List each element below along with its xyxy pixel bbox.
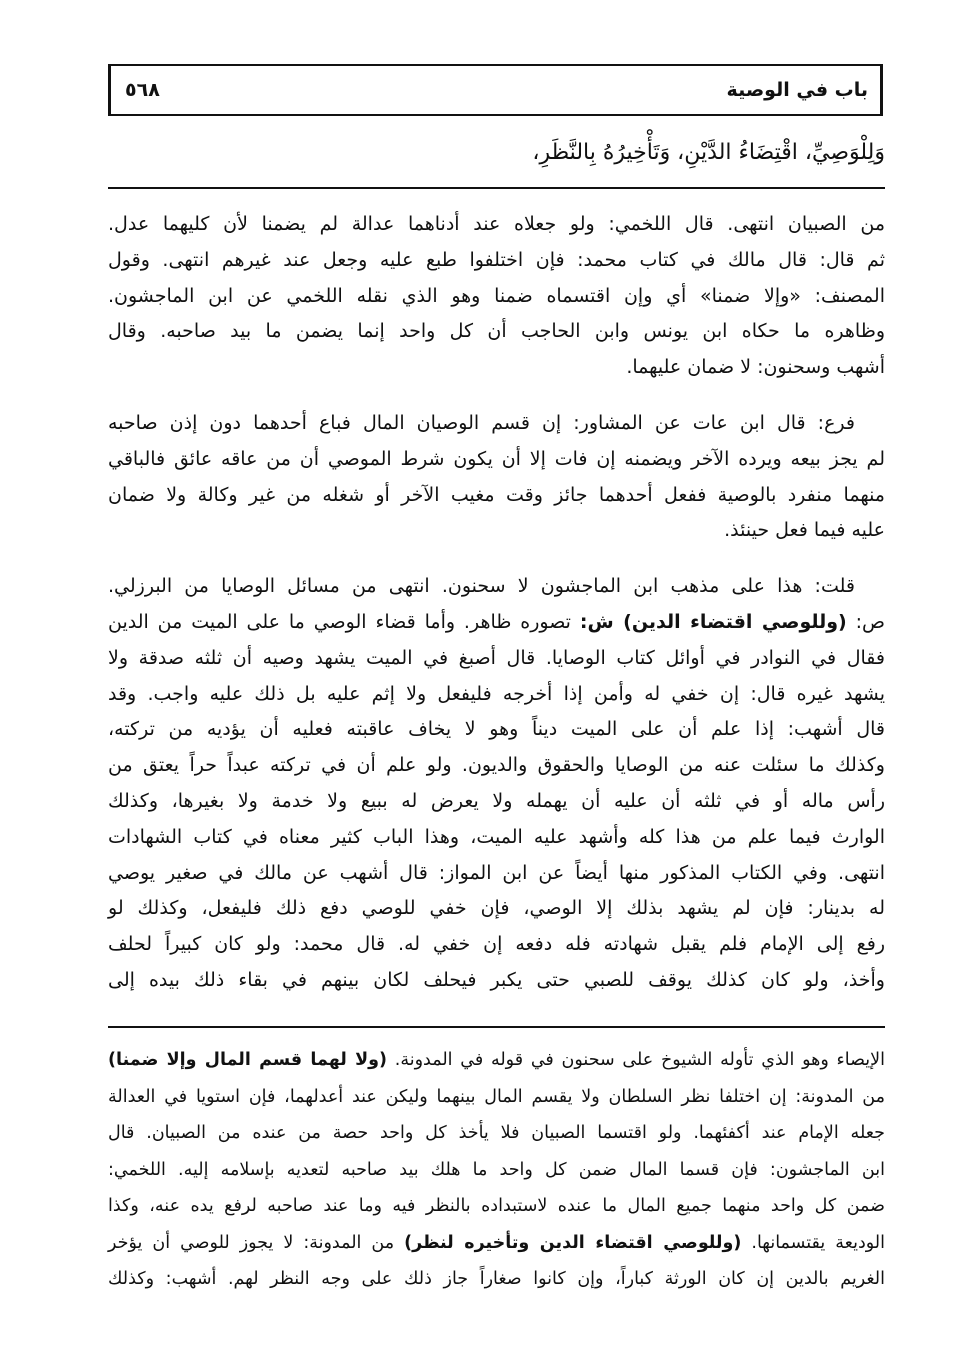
text-line <box>108 442 885 478</box>
paragraph <box>108 569 885 999</box>
text-segment: فقال في النوادر في أوائل كتاب الوصايا. قال أصبغ في الميت يشهد وصيه أن ثلثه صدقة ولا <box>108 646 885 669</box>
text-line <box>108 605 885 641</box>
text-segment: ثم قال: قال مالك في كتاب محمد: فإن اختلفوا طبع عليه وجعل عند غيرهم انتهى. وقول <box>108 248 885 271</box>
commentary-lower <box>108 1042 885 1298</box>
text-line <box>108 406 885 442</box>
text-segment: قال أشهب: إذا علم أن على الميت ديناً وهو لا يخاف عاقبته فعليه أن يؤديه من تركته، <box>108 718 885 741</box>
text-segment: من المدونة: إن اختلفا نظر السلطان ولا يقسم المال بينهما وليكن عند أعدلهما، فإن استويا في العدالة <box>108 1086 885 1107</box>
text-segment: انتهى. وفي الكتاب المذكور منها أيضاً عن ابن المواز: قال أشهب عن مالك في صغير يوصي <box>108 861 885 884</box>
text-line <box>108 1115 885 1152</box>
bold-quote: (وللوصي اقتضاء الدين) ش: <box>579 610 847 633</box>
text-line <box>108 1152 885 1189</box>
text-line <box>108 748 885 784</box>
text-line <box>108 207 885 243</box>
text-line <box>108 1188 885 1225</box>
text-segment: منهما منفرد بالوصية ففعل أحدهما جائز وقت مغيب الآخر أو شغله من غير وكالة ولا ضمان <box>108 483 885 506</box>
text-segment: من المدونة: لا يجوز للوصي أن يؤخر <box>108 1232 405 1253</box>
text-line <box>108 243 885 279</box>
text-segment: المصنف: «وإلا ضمنا» أي وإن اقتسماه ضمنا وهو الذي نقله اللخمي عن ابن الماجشون. <box>108 284 885 307</box>
text-line <box>108 279 885 315</box>
matn-text: وَلِلْوَصِيِّ، اقْتِضَاءُ الدَّيْنِ، وَتَأْخِيرُهُ بِالنَّظَرِ، <box>532 140 885 165</box>
text-line <box>108 963 885 999</box>
text-segment: رأس ماله أو في ثلثه أن عليه أن يهمله ولا يعرض له ببيع ولا خدمة ولا بغيرها، وكذلك <box>108 789 885 812</box>
text-line <box>108 677 885 713</box>
text-line <box>108 569 885 605</box>
text-segment: عليه فيما فعل حينئذ. <box>724 519 885 542</box>
divider-lower <box>108 1026 885 1028</box>
divider-top <box>108 187 885 189</box>
text-segment: ص: <box>846 610 886 633</box>
text-line <box>108 641 885 677</box>
text-line <box>108 513 885 549</box>
text-line <box>108 314 885 350</box>
text-segment: وظاهره ما حكاه ابن يونس وابن الحاجب أن كل واحد إنما يضمن ما بيد صاحبه. وقال <box>108 320 885 343</box>
paragraph <box>108 406 885 549</box>
text-line <box>108 820 885 856</box>
text-segment: تصوره ظاهر. وأما قضاء الوصي ما على الميت من الدين <box>108 610 580 633</box>
text-line <box>108 350 885 386</box>
text-segment: يشهد غيره قال: إن خفي له وأمن إذا أخرجه فليفعل ولا إثم عليه بل ذلك عليه واجب. وقد <box>108 682 885 705</box>
text-line <box>108 891 885 927</box>
text-segment: وأخذ، ولو كان كذلك يوقف للصبي حتى يكبر فيحلف لكان بينهم في بقاء ذلك بيده إلى <box>108 968 885 991</box>
text-line <box>108 1225 885 1262</box>
text-segment: الغريم بالدين إن كان الورثة كباراً، وإن كانوا صغاراً جاز ذلك على وجه النظر لهم. أشهب: وكذلك <box>108 1269 885 1289</box>
text-segment: وكذلك ما سئلت عنه من الوصايا والحقوق والديون. ولو علم أن في تركته عبداً حراً يعتق من <box>108 754 885 777</box>
page-number: ٥٦٨ <box>125 79 160 101</box>
text-line <box>108 1042 885 1079</box>
text-line <box>108 1261 885 1298</box>
text-line <box>108 856 885 892</box>
text-segment: ابن الماجشون: فإن قسما المال ضمن كل واحد ما هلك بيد صاحبه لتعديه بإسلامه إليه. اللخمي: <box>108 1159 885 1180</box>
text-segment: جعله الإمام عند أكفئهما. ولو اقتسما الصبيان فلا يأخذ كل واحد حصة من عنده من الصبيان. قال <box>108 1123 885 1143</box>
text-line <box>108 927 885 963</box>
bold-quote: (ولا لهما قسم المال وإلا ضمنا) <box>108 1050 388 1070</box>
paragraph <box>108 207 885 386</box>
bold-quote: (وللوصي اقتضاء الدين وتأخيره لنظر) <box>404 1232 742 1253</box>
commentary-main <box>108 207 885 1019</box>
text-line <box>108 478 885 514</box>
text-segment: ضمن كل واحد منهما جميع المال ما عنده لاستبداده بالنظر فيه وما عند صاحبه لرفع يده عنه، وكذا <box>108 1196 885 1216</box>
text-segment: لم يجز بيعه ويرده الآخر ويضمنه إن فات إلا أن يكون شرط الموصي أن من عاقه عائق فالباقي <box>108 447 885 470</box>
text-segment: من الصبيان انتهى. قال اللخمي: ولو جعلاه عند أدناهما عدالة لم يضمنا لأن كليهما عدل. <box>108 213 885 235</box>
text-line <box>108 784 885 820</box>
text-line <box>108 712 885 748</box>
running-header <box>108 64 883 116</box>
text-segment: فرع: قال ابن عات عن المشاور: إن قسم الوصيان المال فباع أحدهما دون إذن صاحبه <box>108 411 855 434</box>
text-segment: الإيصاء وهو الذي تأوله الشيوخ على سحنون في قوله في المدونة. <box>387 1050 885 1070</box>
text-segment: رفع إلى الإمام فلم يقبل شهادته فله دفعه إن خفي له. قال محمد: ولو كان كبيراً لحلف <box>108 933 885 956</box>
text-line <box>108 1079 885 1116</box>
text-segment: الوارث فيما علم من هذا كله وأشهد عليه الميت، وهذا الباب كثير معناه في كتاب الشهادات <box>108 825 885 848</box>
text-segment: قلت: هذا على مذهب ابن الماجشون لا سحنون. انتهى من مسائل الوصايا من البرزلي. <box>108 575 855 598</box>
chapter-title: باب في الوصية <box>726 79 868 101</box>
text-segment: له بدينار: فإن لم يشهد بذلك إلا الوصي، فإن خفي للوصي دفع ذلك فليفعل، وكذلك لو <box>108 897 885 920</box>
text-segment: أشهب وسحنون: لا ضمان عليهما. <box>626 356 885 379</box>
text-segment: الوديعة يقتسمانها. <box>741 1232 885 1253</box>
